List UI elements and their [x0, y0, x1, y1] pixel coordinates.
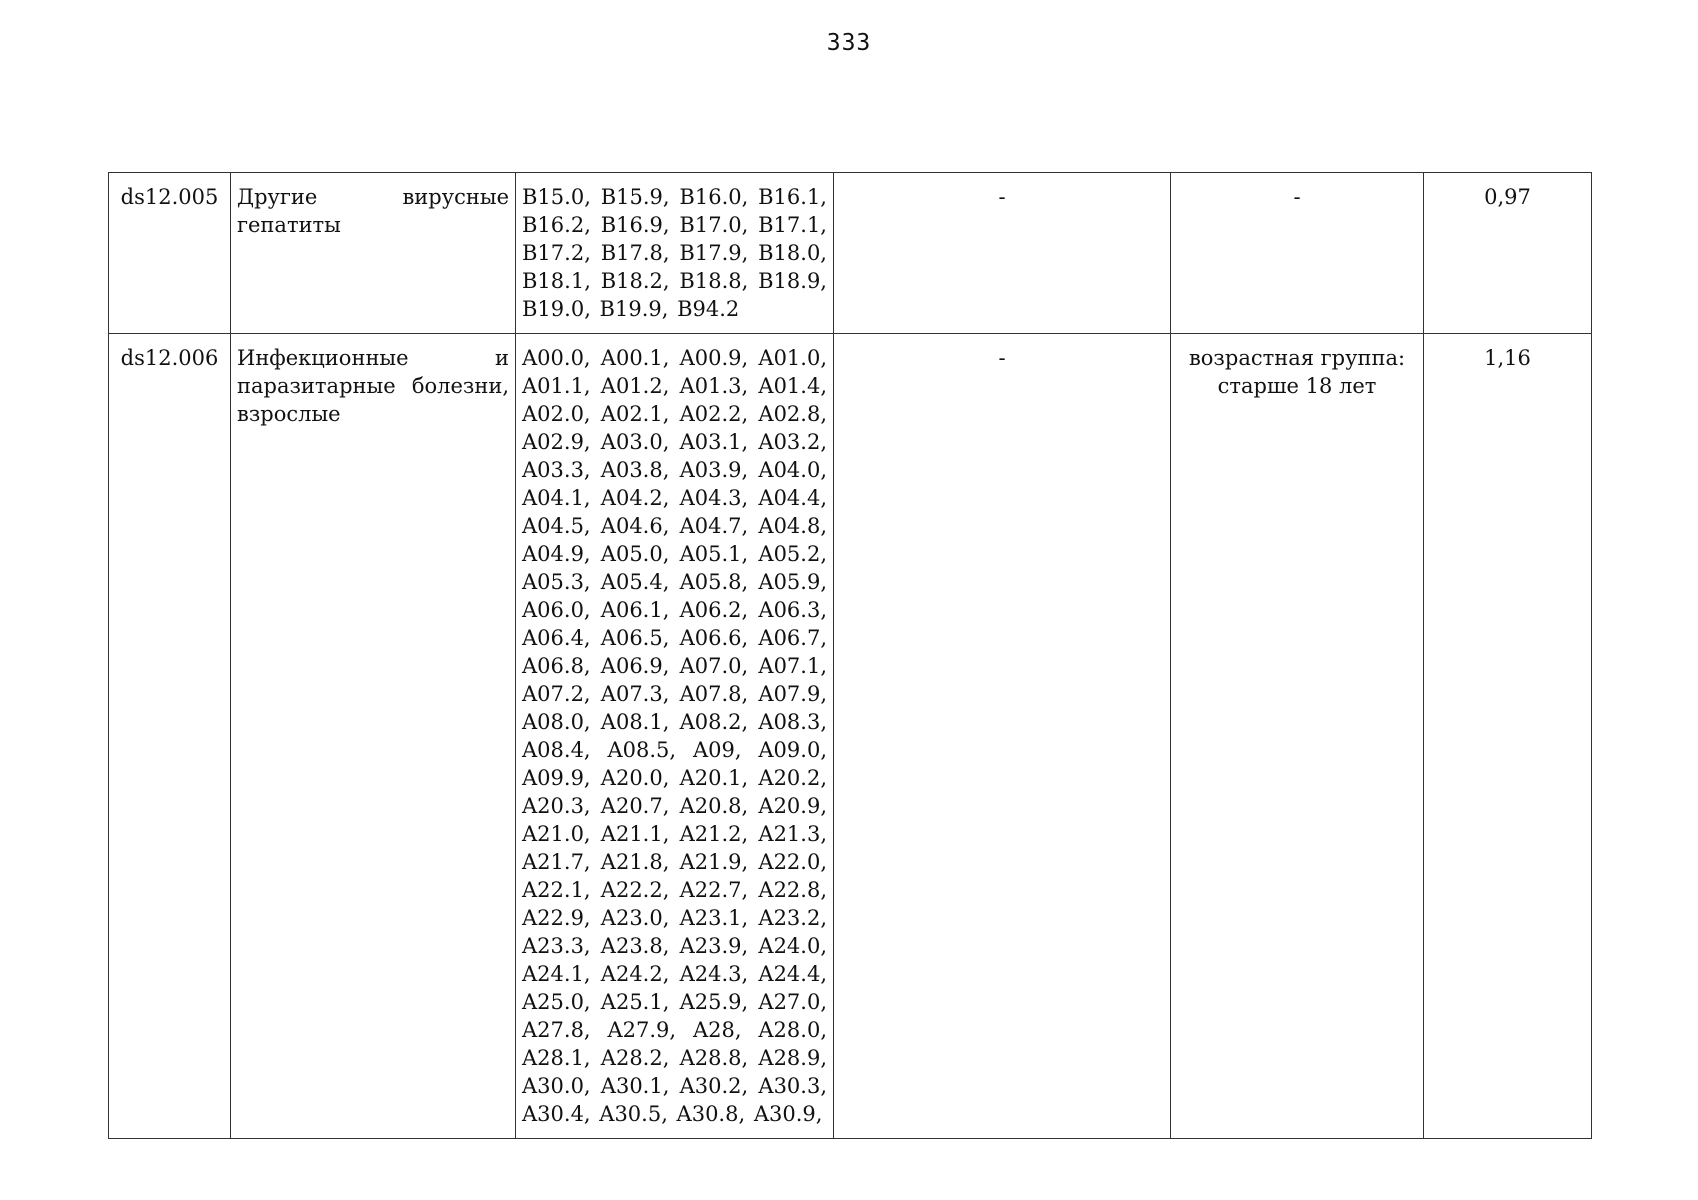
criteria-line: старше 18 лет: [1217, 374, 1377, 398]
coefficient-cell: 1,16: [1424, 334, 1592, 1139]
group-name-cell: Другие вирусные гепатиты: [231, 173, 516, 334]
criteria-line: возрастная группа:: [1188, 346, 1406, 370]
tariff-table: [108, 172, 1592, 1139]
group-code-cell: ds12.005: [109, 173, 231, 334]
icd-codes-cell: A00.0, A00.1, A00.9, A01.0, A01.1, A01.2, A01.3, A01.4, A02.0, A02.1, A02.2, A02.8, A02.9, A03.0, A03.1, A03.2, A03.3, A03.8, A03.9, A04.0, A04.1, A04.2, A04.3, A04.4, A04.5, A04.6, A04.7, A04.8, A04.9, A05.0, A05.1, A05.2, A05.3, A05.4, A05.8, A05.9, A06.0, A06.1, A06.2, A06.3, A06.4, A06.5, A06.6, A06.7, A06.8, A06.9, A07.0, A07.1, A07.2, A07.3, A07.8, A07.9, A08.0, A08.1, A08.2, A08.3, A08.4, A08.5, A09, A09.0, A09.9, A20.0, A20.1, A20.2, A20.3, A20.7, A20.8, A20.9, A21.0, A21.1, A21.2, A21.3, A21.7, A21.8, A21.9, A22.0, A22.1, A22.2, A22.7, A22.8, A22.9, A23.0, A23.1, A23.2, A23.3, A23.8, A23.9, A24.0, A24.1, A24.2, A24.3, A24.4, A25.0, A25.1, A25.9, A27.0, A27.8, A27.9, A28, A28.0, A28.1, A28.2, A28.8, A28.9, A30.0, A30.1, A30.2, A30.3, A30.4, A30.5, A30.8, A30.9,: [516, 334, 834, 1139]
table-row: [109, 173, 1592, 334]
criteria-line: -: [1293, 185, 1301, 209]
criteria-cell: [1171, 334, 1424, 1139]
page-number: 333: [826, 30, 872, 56]
coefficient-cell: 0,97: [1424, 173, 1592, 334]
operations-cell: -: [834, 173, 1171, 334]
group-name-cell: Инфекционные и паразитарные болезни, взрослые: [231, 334, 516, 1139]
operations-cell: -: [834, 334, 1171, 1139]
icd-codes-cell: B15.0, B15.9, B16.0, B16.1, B16.2, B16.9, B17.0, B17.1, B17.2, B17.8, B17.9, B18.0, B18.1, B18.2, B18.8, B18.9, B19.0, B19.9, B94.2: [516, 173, 834, 334]
group-code-cell: ds12.006: [109, 334, 231, 1139]
table-row: [109, 334, 1592, 1139]
criteria-cell: [1171, 173, 1424, 334]
